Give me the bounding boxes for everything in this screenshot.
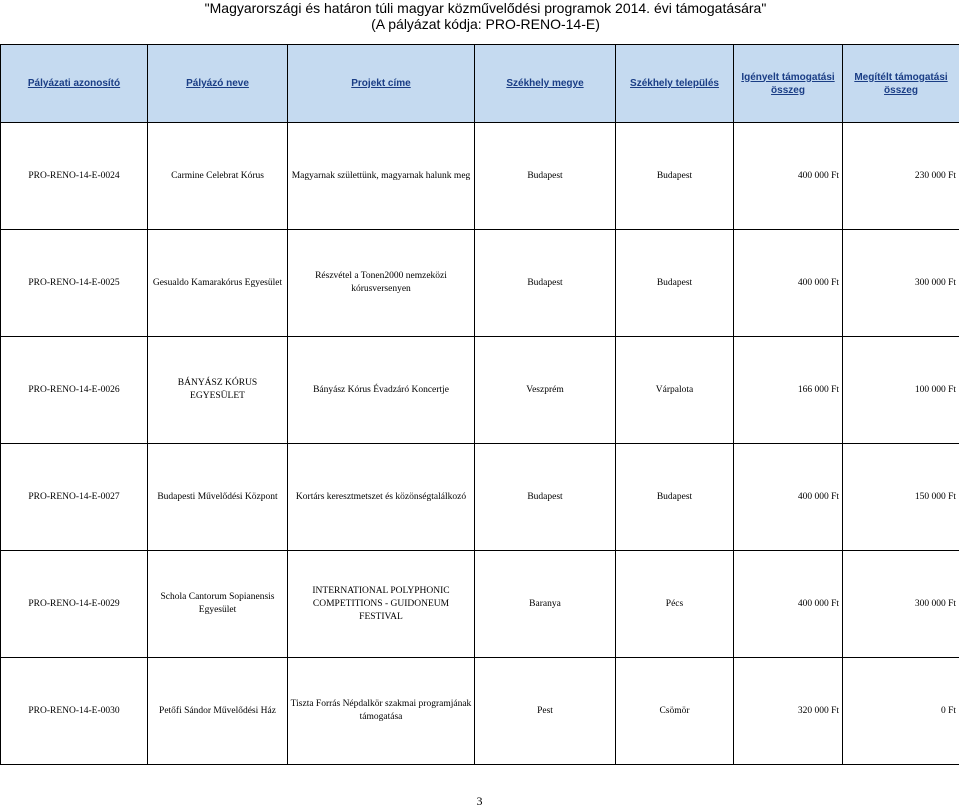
cell-project: INTERNATIONAL POLYPHONIC COMPETITIONS - GUIDONEUM FESTIVAL [288, 551, 475, 658]
cell-county: Baranya [475, 551, 616, 658]
cell-county: Pest [475, 658, 616, 765]
cell-county: Budapest [475, 444, 616, 551]
cell-requested: 400 000 Ft [734, 123, 843, 230]
column-header-applicant[interactable]: Pályázó neve [148, 45, 288, 123]
cell-id: PRO-RENO-14-E-0026 [1, 337, 148, 444]
cell-id: PRO-RENO-14-E-0024 [1, 123, 148, 230]
cell-applicant: Gesualdo Kamarakórus Egyesület [148, 230, 288, 337]
cell-applicant: Budapesti Művelődési Központ [148, 444, 288, 551]
cell-project: Bányász Kórus Évadzáró Koncertje [288, 337, 475, 444]
cell-county: Veszprém [475, 337, 616, 444]
cell-town: Csömör [616, 658, 734, 765]
cell-id: PRO-RENO-14-E-0029 [1, 551, 148, 658]
cell-awarded: 0 Ft [843, 658, 959, 765]
table-row [1, 444, 959, 551]
cell-applicant: Schola Cantorum Sopianensis Egyesület [148, 551, 288, 658]
table-header-row [1, 45, 959, 123]
cell-awarded: 300 000 Ft [843, 551, 959, 658]
cell-town: Budapest [616, 123, 734, 230]
table-row [1, 337, 959, 444]
table-row [1, 658, 959, 765]
column-header-project[interactable]: Projekt címe [288, 45, 475, 123]
cell-awarded: 230 000 Ft [843, 123, 959, 230]
column-header-town[interactable]: Székhely település [616, 45, 734, 123]
cell-applicant: Carmine Celebrat Kórus [148, 123, 288, 230]
cell-id: PRO-RENO-14-E-0027 [1, 444, 148, 551]
column-header-county[interactable]: Székhely megye [475, 45, 616, 123]
cell-project: Kortárs keresztmetszet és közönségtalálkozó [288, 444, 475, 551]
cell-town: Budapest [616, 444, 734, 551]
cell-applicant: Petőfi Sándor Művelődési Ház [148, 658, 288, 765]
column-header-requested[interactable]: Igényelt támogatási összeg [734, 45, 843, 123]
cell-project: Tiszta Forrás Népdalkör szakmai programjának támogatása [288, 658, 475, 765]
cell-awarded: 100 000 Ft [843, 337, 959, 444]
table-row [1, 551, 959, 658]
column-header-id[interactable]: Pályázati azonosító [1, 45, 148, 123]
table-row [1, 230, 959, 337]
cell-project: Magyarnak születtünk, magyarnak halunk meg [288, 123, 475, 230]
cell-awarded: 300 000 Ft [843, 230, 959, 337]
cell-project: Részvétel a Tonen2000 nemzeközi kórusversenyen [288, 230, 475, 337]
cell-county: Budapest [475, 123, 616, 230]
page-number: 3 [476, 794, 483, 808]
cell-requested: 400 000 Ft [734, 551, 843, 658]
cell-id: PRO-RENO-14-E-0030 [1, 658, 148, 765]
cell-county: Budapest [475, 230, 616, 337]
cell-requested: 320 000 Ft [734, 658, 843, 765]
cell-applicant: BÁNYÁSZ KÓRUS EGYESÜLET [148, 337, 288, 444]
cell-requested: 400 000 Ft [734, 444, 843, 551]
title-line-2: (A pályázat kódja: PRO-RENO-14-E) [371, 16, 600, 32]
cell-id: PRO-RENO-14-E-0025 [1, 230, 148, 337]
title-line-1: "Magyarországi és határon túli magyar közművelődési programok 2014. évi támogatására" [204, 0, 767, 16]
column-header-awarded[interactable]: Megítélt támogatási összeg [843, 45, 959, 123]
cell-town: Várpalota [616, 337, 734, 444]
cell-awarded: 150 000 Ft [843, 444, 959, 551]
document-title [0, 0, 959, 32]
cell-town: Pécs [616, 551, 734, 658]
cell-requested: 400 000 Ft [734, 230, 843, 337]
table-row [1, 123, 959, 230]
cell-requested: 166 000 Ft [734, 337, 843, 444]
grant-table [0, 44, 959, 765]
cell-town: Budapest [616, 230, 734, 337]
